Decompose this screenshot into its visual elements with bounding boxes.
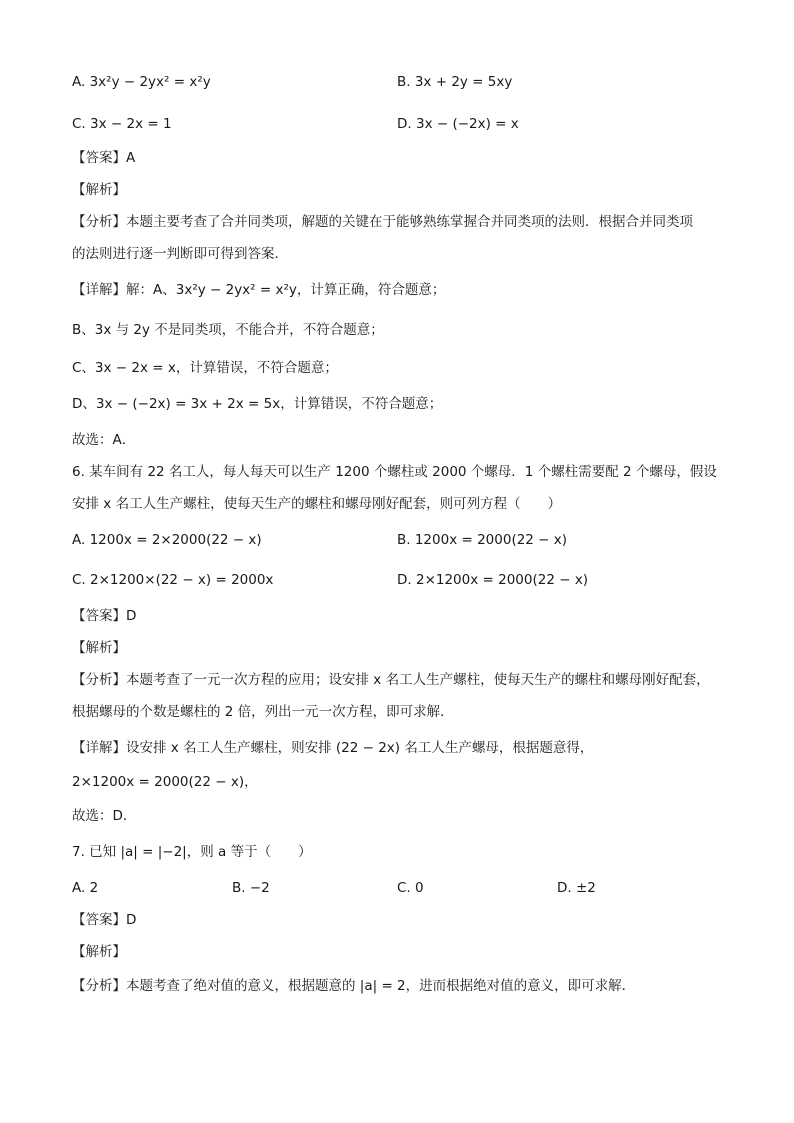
q5-detail: 【详解】解：A、3x²y − 2yx² = x²y，计算正确，符合题意； <box>72 282 446 298</box>
q5-analysis-line-2: 的法则进行逐一判断即可得到答案． <box>72 246 288 262</box>
q6-conclusion: 故选：D． <box>72 808 137 824</box>
q6-option-a: A. 1200x = 2×2000(22 − x) <box>72 532 262 548</box>
q7-analysis: 【分析】本题考查了绝对值的意义，根据题意的 |a| = 2，进而根据绝对值的意义，即可求解． <box>72 978 636 994</box>
q5-option-b: B. 3x + 2y = 5xy <box>397 74 513 90</box>
q7-option-b: B. −2 <box>232 880 270 896</box>
q6-detail: 【详解】设安排 x 名工人生产螺柱，则安排 (22 − 2x) 名工人生产螺母，根据题意得， <box>72 740 594 756</box>
q5-analysis-line-1: 【分析】本题主要考查了合并同类项，解题的关键在于能够熟练掌握合并同类项的法则．根据合并同类项 <box>72 214 693 230</box>
q7-option-c: C. 0 <box>397 880 424 896</box>
q6-analysis-line-2: 根据螺母的个数是螺柱的 2 倍，列出一元一次方程，即可求解． <box>72 704 454 720</box>
q5-detail-b: B、3x 与 2y 不是同类项，不能合并，不符合题意； <box>72 322 384 338</box>
q5-detail-d: D、3x − (−2x) = 3x + 2x = 5x，计算错误，不符合题意； <box>72 396 443 412</box>
q7-analysis-heading: 【解析】 <box>72 944 126 960</box>
q7-stem: 7. 已知 |a| = |−2|，则 a 等于（ ） <box>72 844 312 860</box>
q5-answer: 【答案】A <box>72 150 136 166</box>
q6-analysis-line-1: 【分析】本题考查了一元一次方程的应用；设安排 x 名工人生产螺柱，使每天生产的螺柱和螺母刚好配套， <box>72 672 710 688</box>
q5-conclusion: 故选：A． <box>72 432 136 448</box>
q6-answer: 【答案】D <box>72 608 137 624</box>
q7-option-d: D. ±2 <box>557 880 596 896</box>
q7-option-a: A. 2 <box>72 880 99 896</box>
q7-answer: 【答案】D <box>72 912 137 928</box>
q5-detail-c: C、3x − 2x = x，计算错误，不符合题意； <box>72 360 338 376</box>
q5-analysis-heading: 【解析】 <box>72 182 126 198</box>
q6-option-c: C. 2×1200×(22 − x) = 2000x <box>72 572 274 588</box>
q6-option-b: B. 1200x = 2000(22 − x) <box>397 532 568 548</box>
q5-option-d: D. 3x − (−2x) = x <box>397 116 519 132</box>
q6-equation: 2×1200x = 2000(22 − x)， <box>72 774 258 790</box>
q5-option-c: C. 3x − 2x = 1 <box>72 116 172 132</box>
q6-stem-line-2: 安排 x 名工人生产螺柱，使每天生产的螺柱和螺母刚好配套，则可列方程（ ） <box>72 496 562 512</box>
q6-stem-line-1: 6. 某车间有 22 名工人，每人每天可以生产 1200 个螺柱或 2000 个螺母．1 个螺柱需要配 2 个螺母，假设 <box>72 464 717 480</box>
q6-option-d: D. 2×1200x = 2000(22 − x) <box>397 572 589 588</box>
q6-analysis-heading: 【解析】 <box>72 640 126 656</box>
q5-option-a: A. 3x²y − 2yx² = x²y <box>72 74 211 90</box>
